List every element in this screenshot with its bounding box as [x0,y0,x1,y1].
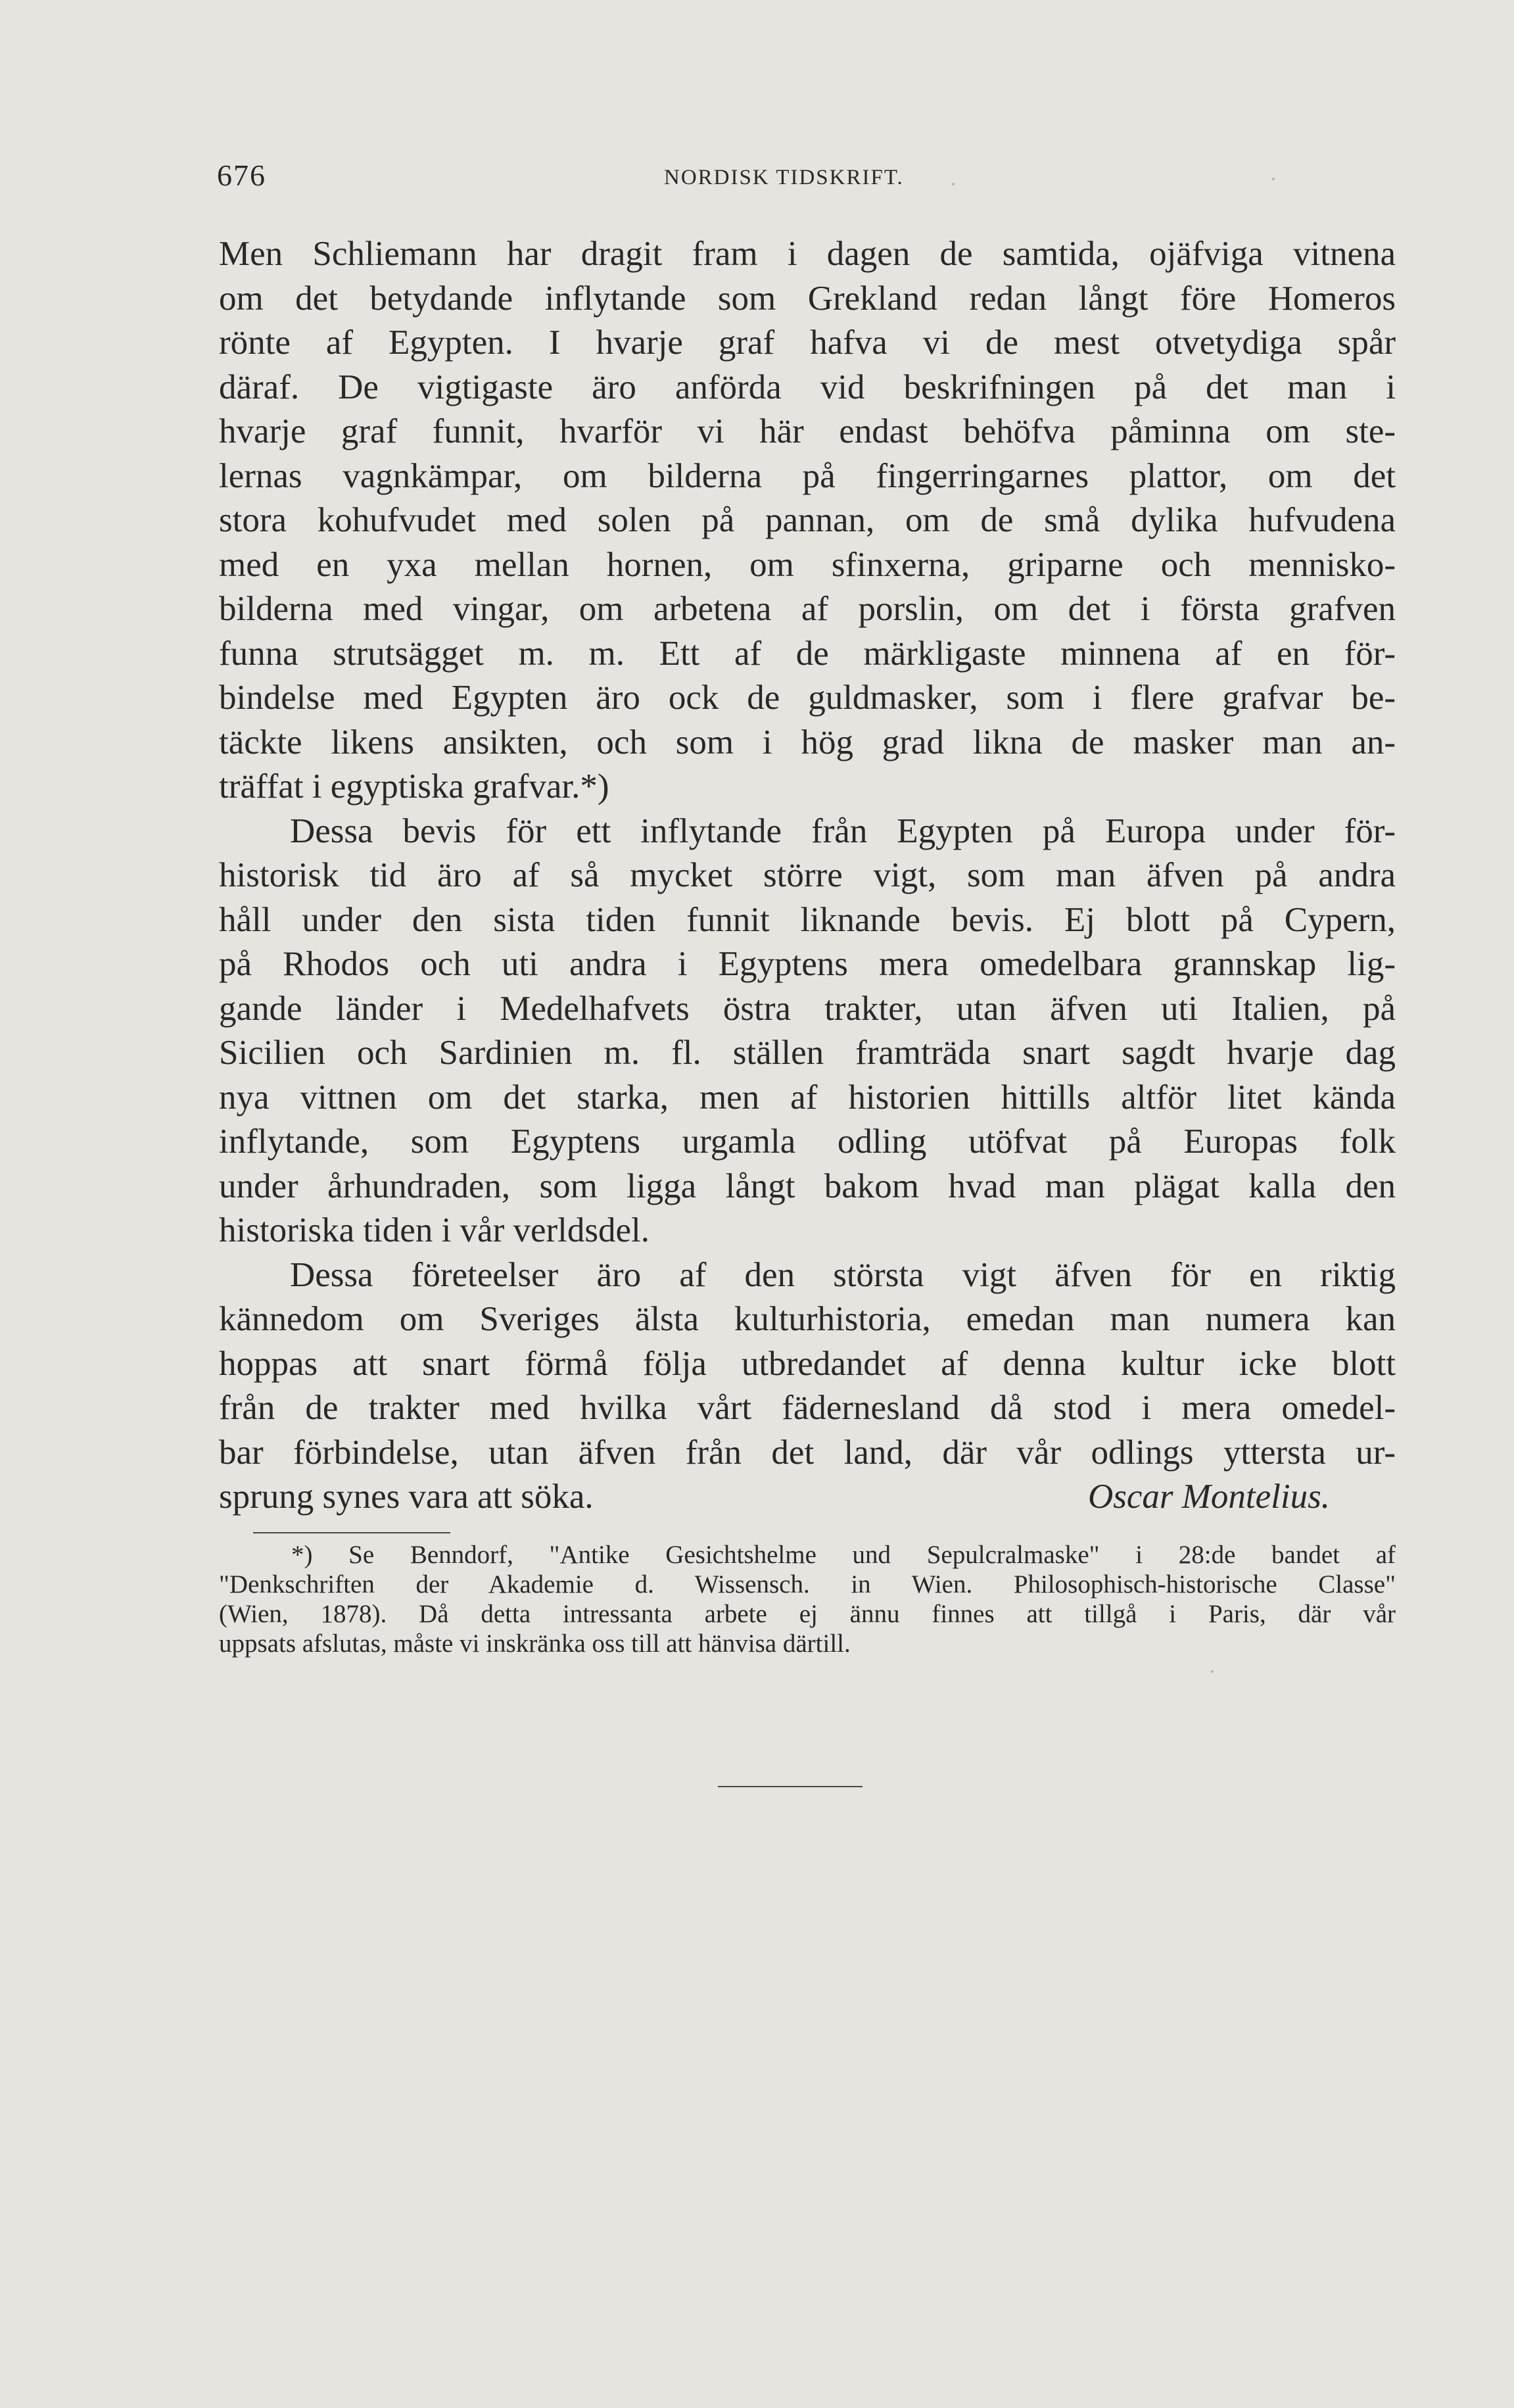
text-line: sprung synes vara att söka. [219,1478,594,1516]
text-line: Dessa bevis för ett inflytande från Egypten på Europa under för- [290,811,1396,850]
text-line: bar förbindelse, utan äfven från det land, där vår odlings yttersta ur- [219,1433,1396,1472]
text-line: håll under den sista tiden funnit liknande bevis. Ej blott på Cypern, [219,900,1396,939]
text-line: inflytande, som Egyptens urgamla odling utöfvat på Europas folk [219,1122,1396,1161]
footnote-line: (Wien, 1878). Då detta intressanta arbete ej ännu finnes att tillgå i Paris, där vår [219,1600,1396,1628]
text-line: kännedom om Sveriges älsta kulturhistoria, emedan man numera kan [219,1300,1396,1338]
footnote [219,1540,1396,1658]
text-line: Men Schliemann har dragit fram i dagen de samtida, ojäfviga vitnena [219,235,1396,273]
body-text [219,232,1396,1520]
text-line: träffat i egyptiska grafvar.*) [219,767,609,806]
paper-speck [1272,178,1275,180]
text-line: nya vittnen om det starka, men af historien hittills altför litet kända [219,1078,1396,1117]
closing-line [219,1475,1396,1520]
text-line: täckte likens ansikten, och som i hög grad likna de masker man an- [219,723,1396,761]
text-line: stora kohufvudet med solen på pannan, om de små dylika hufvudena [219,501,1396,539]
text-line: historisk tid äro af så mycket större vigt, som man äfven på andra [219,856,1396,894]
text-line: om det betydande inflytande som Grekland redan långt före Homeros [219,279,1396,318]
text-line: funna strutsägget m. m. Ett af de märkligaste minnena af en för- [219,634,1396,673]
paper-speck [952,183,955,185]
text-line: gande länder i Medelhafvets östra trakter, utan äfven uti Italien, på [219,989,1396,1028]
text-line: rönte af Egypten. I hvarje graf hafva vi de mest otvetydiga spår [219,324,1396,362]
end-divider [718,1786,863,1787]
text-line: bindelse med Egypten äro ock de guldmasker, som i flere grafvar be- [219,679,1396,717]
text-line: Sicilien och Sardinien m. fl. ställen framträda snart sagdt hvarje dag [219,1034,1396,1072]
text-line: hvarje graf funnit, hvarför vi här endast behöfva påminna om ste- [219,412,1396,450]
text-line: från de trakter med hvilka vårt fädernesland då stod i mera omedel- [219,1389,1396,1427]
text-line: med en yxa mellan hornen, om sfinxerna, griparne och mennisko- [219,545,1396,584]
text-line: Dessa företeelser äro af den största vigt äfven för en riktig [290,1255,1396,1294]
author-signature: Oscar Montelius. [1087,1478,1330,1516]
footnote-divider [253,1532,450,1533]
text-line: på Rhodos och uti andra i Egyptens mera omedelbara grannskap lig- [219,945,1396,983]
text-line: under århundraden, som ligga långt bakom hvad man plägat kalla den [219,1167,1396,1205]
footnote-line: *) Se Benndorf, "Antike Gesichtshelme und Sepulcralmaske" i 28:de bandet af [291,1541,1396,1569]
page-number: 676 [217,158,266,192]
text-line: bilderna med vingar, om arbetena af porslin, om det i första grafven [219,590,1396,628]
running-title: NORDISK TIDSKRIFT. [664,166,904,189]
page-header [217,158,1394,197]
text-line: däraf. De vigtigaste äro anförda vid beskrifningen på det man i [219,368,1396,406]
text-line: hoppas att snart förmå följa utbredandet af denna kultur icke blott [219,1344,1396,1383]
text-line: historiska tiden i vår verldsdel. [219,1211,650,1249]
paper-speck [1211,1670,1214,1673]
footnote-line: uppsats afslutas, måste vi inskränka oss till att hänvisa därtill. [219,1629,851,1658]
text-line: lernas vagnkämpar, om bilderna på fingerringarnes plattor, om det [219,456,1396,495]
footnote-line: "Denkschriften der Akademie d. Wissensch. in Wien. Philosophisch-historische Classe" [219,1570,1396,1599]
